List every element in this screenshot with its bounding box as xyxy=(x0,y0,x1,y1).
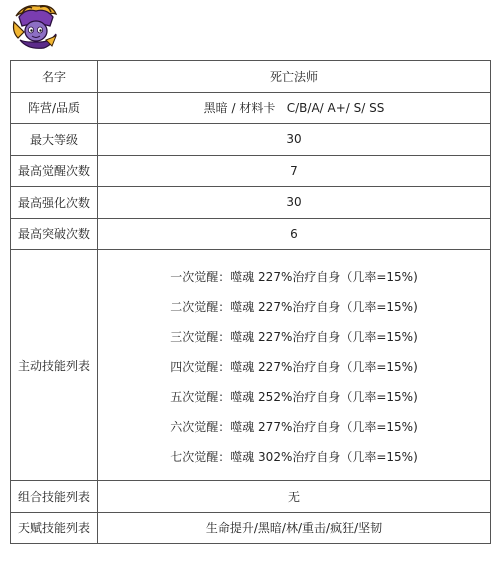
row-label-combo-skills: 组合技能列表 xyxy=(11,481,98,513)
skill-line: 六次觉醒：噬魂 277%治疗自身（几率=15%) xyxy=(170,420,418,435)
character-info-table xyxy=(10,60,491,544)
row-label-talent-skills: 天赋技能列表 xyxy=(11,512,98,544)
skill-line: 四次觉醒：噬魂 227%治疗自身（几率=15%) xyxy=(170,359,418,374)
max-breakthrough-value: 6 xyxy=(98,218,491,250)
table-row xyxy=(11,124,491,156)
row-label-name: 名字 xyxy=(11,61,98,93)
table-row xyxy=(11,61,491,93)
skill-line: 七次觉醒：噬魂 302%治疗自身（几率=15%) xyxy=(170,450,418,465)
character-name-value: 死亡法师 xyxy=(98,61,491,93)
row-label-active-skills: 主动技能列表 xyxy=(11,250,98,481)
combo-skills-value: 无 xyxy=(98,481,491,513)
row-label-max-enhance: 最高强化次数 xyxy=(11,187,98,219)
active-skills-list xyxy=(98,250,491,481)
table-row xyxy=(11,481,491,513)
skill-line: 五次觉醒：噬魂 252%治疗自身（几率=15%) xyxy=(170,390,418,405)
row-label-max-breakthrough: 最高突破次数 xyxy=(11,218,98,250)
talent-skills-value: 生命提升/黑暗/林/重击/疯狂/坚韧 xyxy=(98,512,491,544)
row-label-faction: 阵营/品质 xyxy=(11,92,98,124)
death-mage-portrait-icon xyxy=(10,2,60,50)
row-label-max-awaken: 最高觉醒次数 xyxy=(11,155,98,187)
table-row xyxy=(11,92,491,124)
table-row xyxy=(11,218,491,250)
max-level-value: 30 xyxy=(98,124,491,156)
table-row xyxy=(11,512,491,544)
skill-line: 二次觉醒：噬魂 227%治疗自身（几率=15%) xyxy=(170,299,418,314)
max-awaken-value: 7 xyxy=(98,155,491,187)
table-row xyxy=(11,155,491,187)
skill-line: 三次觉醒：噬魂 227%治疗自身（几率=15%) xyxy=(170,329,418,344)
faction-quality-value: 黑暗 / 材料卡 C/B/A/ A+/ S/ SS xyxy=(98,92,491,124)
table-row xyxy=(11,187,491,219)
row-label-max-level: 最大等级 xyxy=(11,124,98,156)
skill-line: 一次觉醒：噬魂 227%治疗自身（几率=15%) xyxy=(170,269,418,284)
table-row xyxy=(11,250,491,481)
max-enhance-value: 30 xyxy=(98,187,491,219)
